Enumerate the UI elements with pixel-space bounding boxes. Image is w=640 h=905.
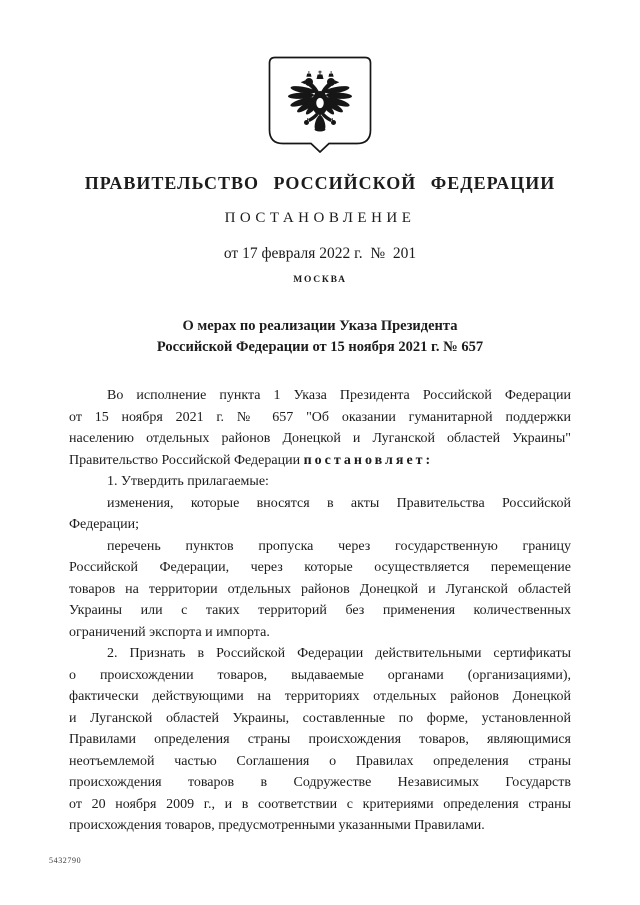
body-line — [69, 450, 571, 472]
body-line-text: населению отдельных районов Донецкой и Луганской областей Украины" — [69, 431, 571, 446]
body-line — [69, 557, 571, 579]
body-line-text: товаров на территории отдельных районов Донецкой и Луганской областей — [69, 581, 571, 597]
body-line — [69, 772, 571, 794]
title-line-1: О мерах по реализации Указа Президента — [182, 318, 458, 334]
body-line-text: происхождения товаров в Содружестве Независимых Государств — [69, 775, 571, 790]
header-doc-type: ПОСТАНОВЛЕНИЕ — [224, 210, 416, 226]
body-line — [69, 665, 571, 687]
body-line — [69, 536, 571, 558]
body-line — [69, 643, 571, 665]
body-line — [69, 794, 571, 816]
russian-coat-of-arms-icon — [268, 56, 372, 153]
document-body — [69, 385, 571, 837]
body-line-text: Российской Федерации, через которые осуществляется перемещение — [69, 560, 571, 575]
body-line — [69, 622, 571, 644]
body-line — [69, 708, 571, 730]
body-line — [69, 686, 571, 708]
document-title — [0, 316, 640, 358]
body-line-text: перечень пунктов пропуска через государственную границу — [107, 538, 571, 554]
body-line-text: Во исполнение пункта 1 Указа Президента Российской Федерации — [107, 388, 571, 403]
body-line-text: изменения, которые вносятся в акты Правительства Российской — [107, 495, 571, 511]
body-line-text: Правилами определения страны происхождения товаров, являющимися — [69, 732, 571, 747]
body-line-text: происхождения товаров, предусмотренными указанными Правилами. — [69, 818, 485, 833]
body-line — [69, 407, 571, 429]
body-line — [69, 385, 571, 407]
body-line-text: Правительство Российской Федерации — [69, 452, 304, 468]
body-line-text: неотъемлемой частью Соглашения о Правилах определения страны — [69, 753, 571, 769]
body-line-text: Украины или с таких территорий без применения количественных — [69, 603, 571, 618]
body-line — [69, 493, 571, 515]
body-line — [69, 471, 571, 493]
body-line-text: от 15 ноября 2021 г. № 657 "Об оказании гуманитарной поддержки — [69, 409, 571, 425]
body-line — [69, 729, 571, 751]
header-org-name: ПРАВИТЕЛЬСТВО РОССИЙСКОЙ ФЕДЕРАЦИИ — [84, 173, 556, 193]
body-line-emphasis: постановляет: — [303, 452, 434, 468]
body-line-text: 2. Признать в Российской Федерации действительными сертификаты — [107, 646, 571, 661]
body-line-text: и Луганской областей Украины, составленные по форме, установленной — [69, 710, 571, 726]
body-line — [69, 579, 571, 601]
footer-doc-code: 5432790 — [49, 856, 82, 865]
body-line-text: 1. Утвердить прилагаемые: — [107, 474, 269, 489]
body-line-text: от 20 ноября 2009 г., и в соответствии с критериями определения страны — [69, 796, 571, 812]
body-line — [69, 815, 571, 837]
body-line-text: ограничений экспорта и импорта. — [69, 624, 270, 640]
body-line — [69, 428, 571, 450]
body-line — [69, 600, 571, 622]
title-line-2: Российской Федерации от 15 ноября 2021 г. № 657 — [156, 339, 484, 355]
body-line — [69, 751, 571, 773]
body-line — [69, 514, 571, 536]
body-line-text: о происхождении товаров, выдаваемые органами (организациями), — [69, 667, 571, 683]
header-city: МОСКВА — [293, 275, 347, 285]
header-date-number: от 17 февраля 2022 г. № 201 — [223, 245, 417, 262]
body-line-text: фактически действующими на территориях отдельных районов Донецкой — [69, 689, 571, 704]
coat-of-arms-icon — [268, 56, 372, 153]
body-line-text: Федерации; — [69, 517, 140, 532]
